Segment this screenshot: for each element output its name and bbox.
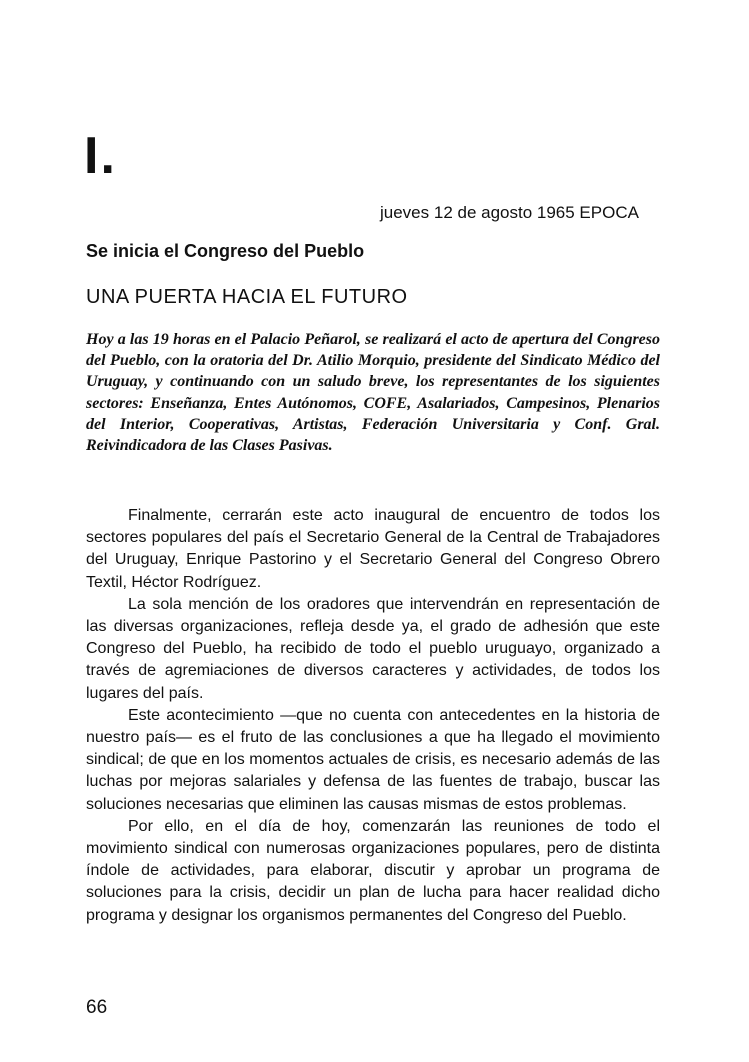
- dateline: jueves 12 de agosto 1965 EPOCA: [380, 203, 639, 222]
- article-subtitle: Se inicia el Congreso del Pueblo: [86, 241, 365, 261]
- body-paragraph: La sola mención de los oradores que intervendrán en representación de las diversas organizaciones, refleja desde ya, el grado de adhesión que este Congreso del Pueblo, ha recibido de todo el pueblo uruguayo, organizado a través de agremiaciones de diversos caracteres y actividades, de todos los lugares del país.: [86, 595, 660, 702]
- chapter-number: I.: [84, 127, 117, 185]
- body-paragraph: Por ello, en el día de hoy, comenzarán las reuniones de todo el movimiento sindical con numerosas organizaciones populares, pero de distinta índole de actividades, para elaborar, discutir y aprobar un programa de soluciones para la crisis, decidir un plan de lucha para hacer realidad dicho programa y designar los organismos permanentes del Congreso del Pueblo.: [86, 817, 660, 924]
- lead-paragraph: Hoy a las 19 horas en el Palacio Peñarol, se realizará el acto de apertura del Congreso del Pueblo, con la oratoria del Dr. Atilio Morquio, presidente del Sindicato Médico del Uruguay, y continuando con un saludo breve, los representantes de los siguientes sectores: Enseñanza, Entes Autónomos, COFE, Asalariados, Campesinos, Plenarios del Interior, Cooperativas, Artistas, Federación Universitaria y Conf. Gral. Reivindicadora de las Clases Pasivas.: [86, 331, 660, 455]
- body-paragraph: Finalmente, cerrarán este acto inaugural de encuentro de todos los sectores populares del país el Secretario General de la Central de Trabajadores del Uruguay, Enrique Pastorino y el Secretario General del Congreso Obrero Textil, Héctor Rodríguez.: [86, 507, 660, 591]
- article-body: [86, 505, 660, 927]
- body-paragraph: Este acontecimiento —que no cuenta con antecedentes en la historia de nuestro país— es el fruto de las conclusiones a que ha llegado el movimiento sindical; de que en los momentos actuales de crisis, es necesario además de las luchas por mejoras salariales y defensa de las fuentes de trabajo, buscar las soluciones necesarias que eliminen las causas mismas de estos problemas.: [86, 706, 660, 813]
- article-headline: UNA PUERTA HACIA EL FUTURO: [86, 286, 408, 308]
- page-number: 66: [86, 997, 108, 1018]
